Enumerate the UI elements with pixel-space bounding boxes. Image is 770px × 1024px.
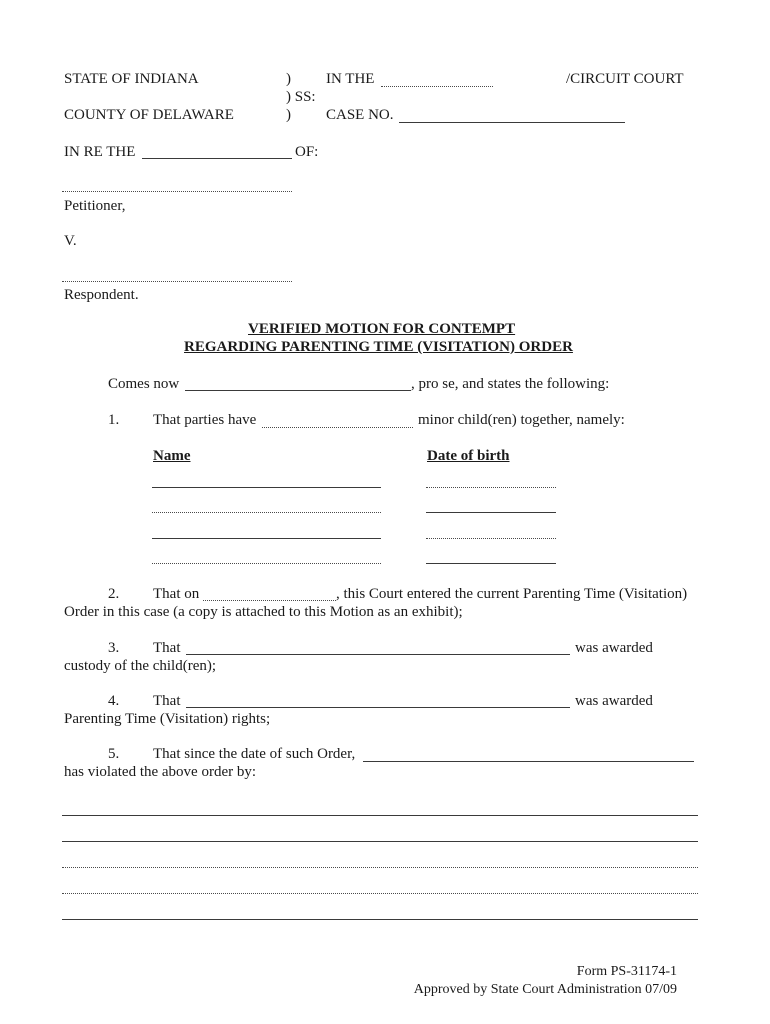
child-dob-field-3[interactable]	[426, 538, 556, 539]
versus-label: V.	[64, 233, 77, 249]
child-name-field-4[interactable]	[152, 563, 381, 564]
custody-party-field[interactable]	[186, 654, 570, 655]
dob-column-header: Date of birth	[427, 448, 510, 464]
para-2-number: 2.	[108, 586, 120, 602]
respondent-label: Respondent.	[64, 287, 139, 303]
para-4-text-a: That	[153, 693, 181, 709]
title-line-2: REGARDING PARENTING TIME (VISITATION) ORDER	[184, 339, 573, 355]
petitioner-label: Petitioner,	[64, 198, 126, 214]
comes-now-name-field[interactable]	[185, 390, 411, 391]
violating-party-field[interactable]	[363, 761, 694, 762]
in-re-label: IN RE THE	[64, 144, 136, 160]
para-2-text-a: That on	[153, 586, 200, 602]
para-4-number: 4.	[108, 693, 120, 709]
case-no-label: CASE NO.	[326, 107, 394, 123]
child-name-field-3[interactable]	[152, 538, 381, 539]
title-line-1: VERIFIED MOTION FOR CONTEMPT	[248, 321, 516, 337]
child-dob-field-4[interactable]	[426, 563, 556, 564]
order-date-field[interactable]	[203, 600, 336, 601]
violation-line-1[interactable]	[62, 815, 698, 816]
comes-now-label: Comes now	[108, 376, 180, 392]
para-4-text-c: Parenting Time (Visitation) rights;	[64, 711, 271, 727]
para-5-text-b: has violated the above order by:	[64, 764, 257, 780]
child-dob-field-2[interactable]	[426, 512, 556, 513]
para-4-text-b: was awarded	[575, 693, 653, 709]
county-name: DELAWARE	[152, 107, 234, 123]
violation-line-5[interactable]	[62, 919, 698, 920]
caption-paren-bottom: )	[286, 107, 291, 123]
state-label: STATE OF INDIANA	[64, 71, 199, 87]
county-label	[64, 106, 234, 124]
circuit-court-label: /CIRCUIT COURT	[566, 71, 684, 87]
para-5-number: 5.	[108, 746, 120, 762]
court-name-field[interactable]	[381, 86, 493, 87]
case-no-field[interactable]	[399, 122, 625, 123]
approval-note: Approved by State Court Administration 07/09	[413, 982, 677, 997]
para-1-text-a: That parties have	[153, 412, 257, 428]
in-the-label: IN THE	[326, 71, 375, 87]
para-1-number: 1.	[108, 412, 120, 428]
petitioner-name-field[interactable]	[62, 191, 292, 192]
para-5-text-a: That since the date of such Order,	[153, 746, 356, 762]
para-1-text-b: minor child(ren) together, namely:	[418, 412, 625, 428]
caption-paren-ss: ) SS:	[286, 89, 316, 105]
parenting-time-party-field[interactable]	[186, 707, 570, 708]
caption-paren-top: )	[286, 71, 291, 87]
para-2-text-c: Order in this case (a copy is attached to this Motion as an exhibit);	[64, 604, 463, 620]
child-dob-field-1[interactable]	[426, 487, 556, 488]
para-3-text-a: That	[153, 640, 181, 656]
violation-line-2[interactable]	[62, 841, 698, 842]
para-3-text-b: was awarded	[575, 640, 653, 656]
child-name-field-2[interactable]	[152, 512, 381, 513]
county-prefix: COUNTY OF	[64, 107, 149, 123]
para-3-text-c: custody of the child(ren);	[64, 658, 217, 674]
para-2-text-b: , this Court entered the current Parenting Time (Visitation)	[336, 586, 688, 602]
violation-line-3[interactable]	[62, 867, 698, 868]
pro-se-text: , pro se, and states the following:	[411, 376, 610, 392]
child-name-field-1[interactable]	[152, 487, 381, 488]
respondent-name-field[interactable]	[62, 281, 292, 282]
form-number: Form PS-31174-1	[576, 964, 677, 979]
children-count-field[interactable]	[262, 427, 413, 428]
name-column-header: Name	[153, 448, 191, 464]
in-re-field[interactable]	[142, 158, 292, 159]
of-label: OF:	[295, 144, 319, 160]
violation-line-4[interactable]	[62, 893, 698, 894]
para-3-number: 3.	[108, 640, 120, 656]
